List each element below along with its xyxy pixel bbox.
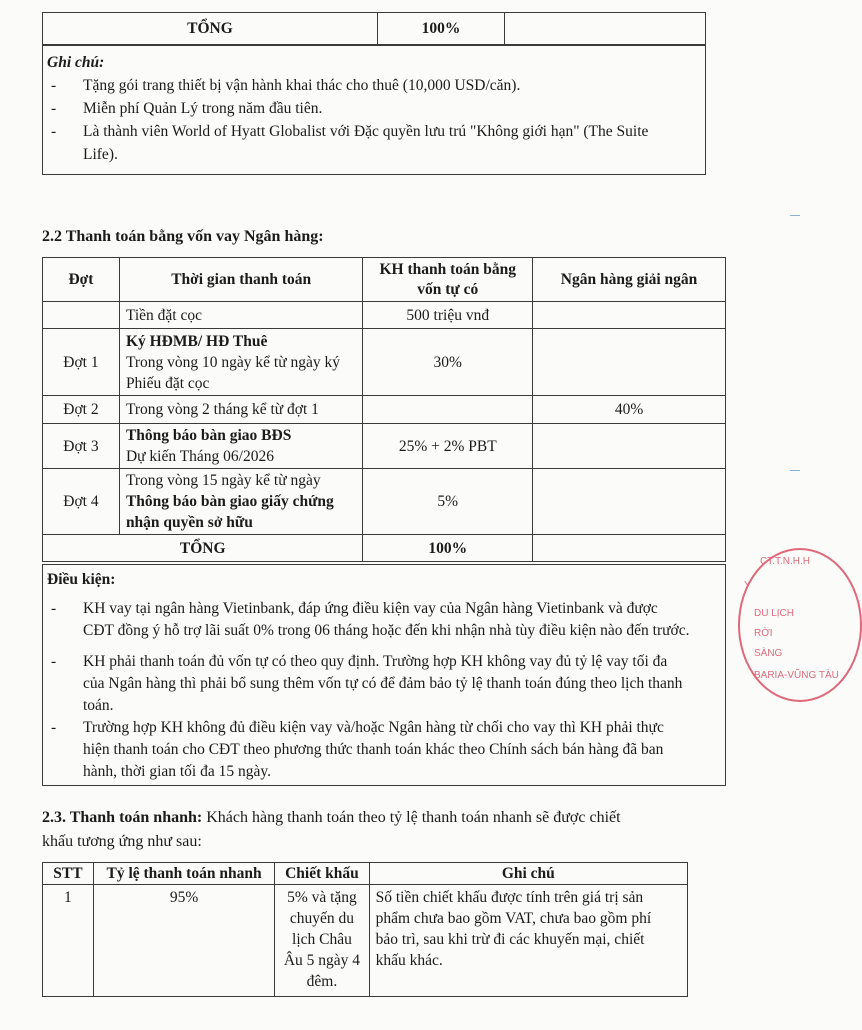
row-time: Thông báo bàn giao BĐS Dự kiến Tháng 06/2026 bbox=[119, 424, 362, 469]
section-23-heading: 2.3. Thanh toán nhanh: Khách hàng thanh toán theo tỷ lệ thanh toán nhanh sẽ được chiết khấu tương ứng như sau: bbox=[42, 809, 621, 850]
row-dot: Đợt 3 bbox=[43, 424, 120, 469]
margin-mark bbox=[790, 215, 800, 216]
table-row bbox=[43, 302, 726, 329]
table-header-row bbox=[43, 863, 688, 885]
row-rate: 95% bbox=[93, 885, 274, 997]
row-dot: Đợt 4 bbox=[43, 469, 120, 535]
total-value: 100% bbox=[363, 535, 533, 562]
row-bank: 40% bbox=[533, 396, 726, 424]
loan-payment-table bbox=[42, 257, 726, 562]
fast-payment-table bbox=[42, 862, 688, 997]
header-note: Ghi chú bbox=[369, 863, 687, 885]
table-row bbox=[43, 396, 726, 424]
row-time: Trong vòng 15 ngày kể từ ngày Thông báo bàn giao giấy chứng nhận quyền sở hữu bbox=[119, 469, 362, 535]
header-stt: STT bbox=[43, 863, 94, 885]
conditions-box bbox=[42, 564, 726, 786]
table-row bbox=[43, 424, 726, 469]
table-total-row bbox=[43, 535, 726, 562]
top-total-empty bbox=[505, 13, 706, 45]
total-label: TỔNG bbox=[43, 535, 363, 562]
margin-mark bbox=[790, 470, 800, 471]
header-dot: Đợt bbox=[43, 258, 120, 302]
table-row bbox=[43, 329, 726, 396]
condition-item: - KH vay tại ngân hàng Vietinbank, đáp ứng điều kiện vay của Ngân hàng Vietinbank và được CĐT đồng ý hỗ trợ lãi suất 0% trong 06 tháng hoặc đến khi nhận nhà tùy điều kiện nào đến trước. bbox=[51, 600, 690, 639]
row-bank bbox=[533, 424, 726, 469]
header-discount: Chiết khấu bbox=[275, 863, 369, 885]
row-kh: 5% bbox=[363, 469, 533, 535]
top-notes-title: Ghi chú: bbox=[47, 54, 105, 71]
row-time: Trong vòng 2 tháng kể từ đợt 1 bbox=[119, 396, 362, 424]
company-stamp: CT.T.N.H.H Y DU LỊCH RỜI SÀNG BARIA-VŨNG TÀU bbox=[738, 548, 862, 702]
header-rate: Tỷ lệ thanh toán nhanh bbox=[93, 863, 274, 885]
row-note: Số tiền chiết khấu được tính trên giá trị sản phẩm chưa bao gồm VAT, chưa bao gồm phí bảo trì, sau khi trừ đi các khuyến mại, chiết khấu khác. bbox=[369, 885, 687, 997]
top-total-table bbox=[42, 12, 706, 45]
top-note-item: - Miễn phí Quản Lý trong năm đầu tiên. bbox=[51, 100, 323, 117]
deposit-label: Tiền đặt cọc bbox=[119, 302, 362, 329]
top-notes-box bbox=[42, 45, 706, 175]
row-bank bbox=[533, 469, 726, 535]
section-22-heading: 2.2 Thanh toán bằng vốn vay Ngân hàng: bbox=[42, 228, 324, 245]
row-kh: 25% + 2% PBT bbox=[363, 424, 533, 469]
top-total-label: TỔNG bbox=[43, 13, 378, 45]
row-bank bbox=[533, 329, 726, 396]
top-note-item: - Là thành viên World of Hyatt Globalist với Đặc quyền lưu trú "Không giới hạn" (The Suite bbox=[51, 123, 649, 140]
condition-item: - Trường hợp KH không đủ điều kiện vay và/hoặc Ngân hàng từ chối cho vay thì KH phải thực hiện thanh toán cho CĐT theo phương thức thanh toán khác theo Chính sách bán hàng đã ban hành, thời gian tối đa 15 ngày. bbox=[51, 719, 664, 780]
row-dot: Đợt 2 bbox=[43, 396, 120, 424]
row-discount: 5% và tặng chuyến du lịch Châu Âu 5 ngày 4 đêm. bbox=[275, 885, 369, 997]
top-note-item-cont: Life). bbox=[83, 146, 118, 163]
top-note-item: - Tặng gói trang thiết bị vận hành khai thác cho thuê (10,000 USD/căn). bbox=[51, 77, 521, 94]
header-kh: KH thanh toán bằng vốn tự có bbox=[363, 258, 533, 302]
condition-item: - KH phải thanh toán đủ vốn tự có theo quy định. Trường hợp KH không vay đủ tỷ lệ vay tối đa của Ngân hàng thì phải bổ sung thêm vốn tự có để đảm bảo tỷ lệ thanh toán đúng theo lịch thanh toán. bbox=[51, 653, 683, 714]
header-time: Thời gian thanh toán bbox=[119, 258, 362, 302]
table-row bbox=[43, 885, 688, 997]
conditions-title: Điều kiện: bbox=[47, 571, 116, 588]
table-row bbox=[43, 469, 726, 535]
row-time: Ký HĐMB/ HĐ Thuê Trong vòng 10 ngày kể từ ngày ký Phiếu đặt cọc bbox=[119, 329, 362, 396]
table-header-row bbox=[43, 258, 726, 302]
deposit-value: 500 triệu vnđ bbox=[363, 302, 533, 329]
row-stt: 1 bbox=[43, 885, 94, 997]
row-dot: Đợt 1 bbox=[43, 329, 120, 396]
row-kh: 30% bbox=[363, 329, 533, 396]
top-total-value: 100% bbox=[377, 13, 504, 45]
header-bank: Ngân hàng giải ngân bbox=[533, 258, 726, 302]
row-kh bbox=[363, 396, 533, 424]
